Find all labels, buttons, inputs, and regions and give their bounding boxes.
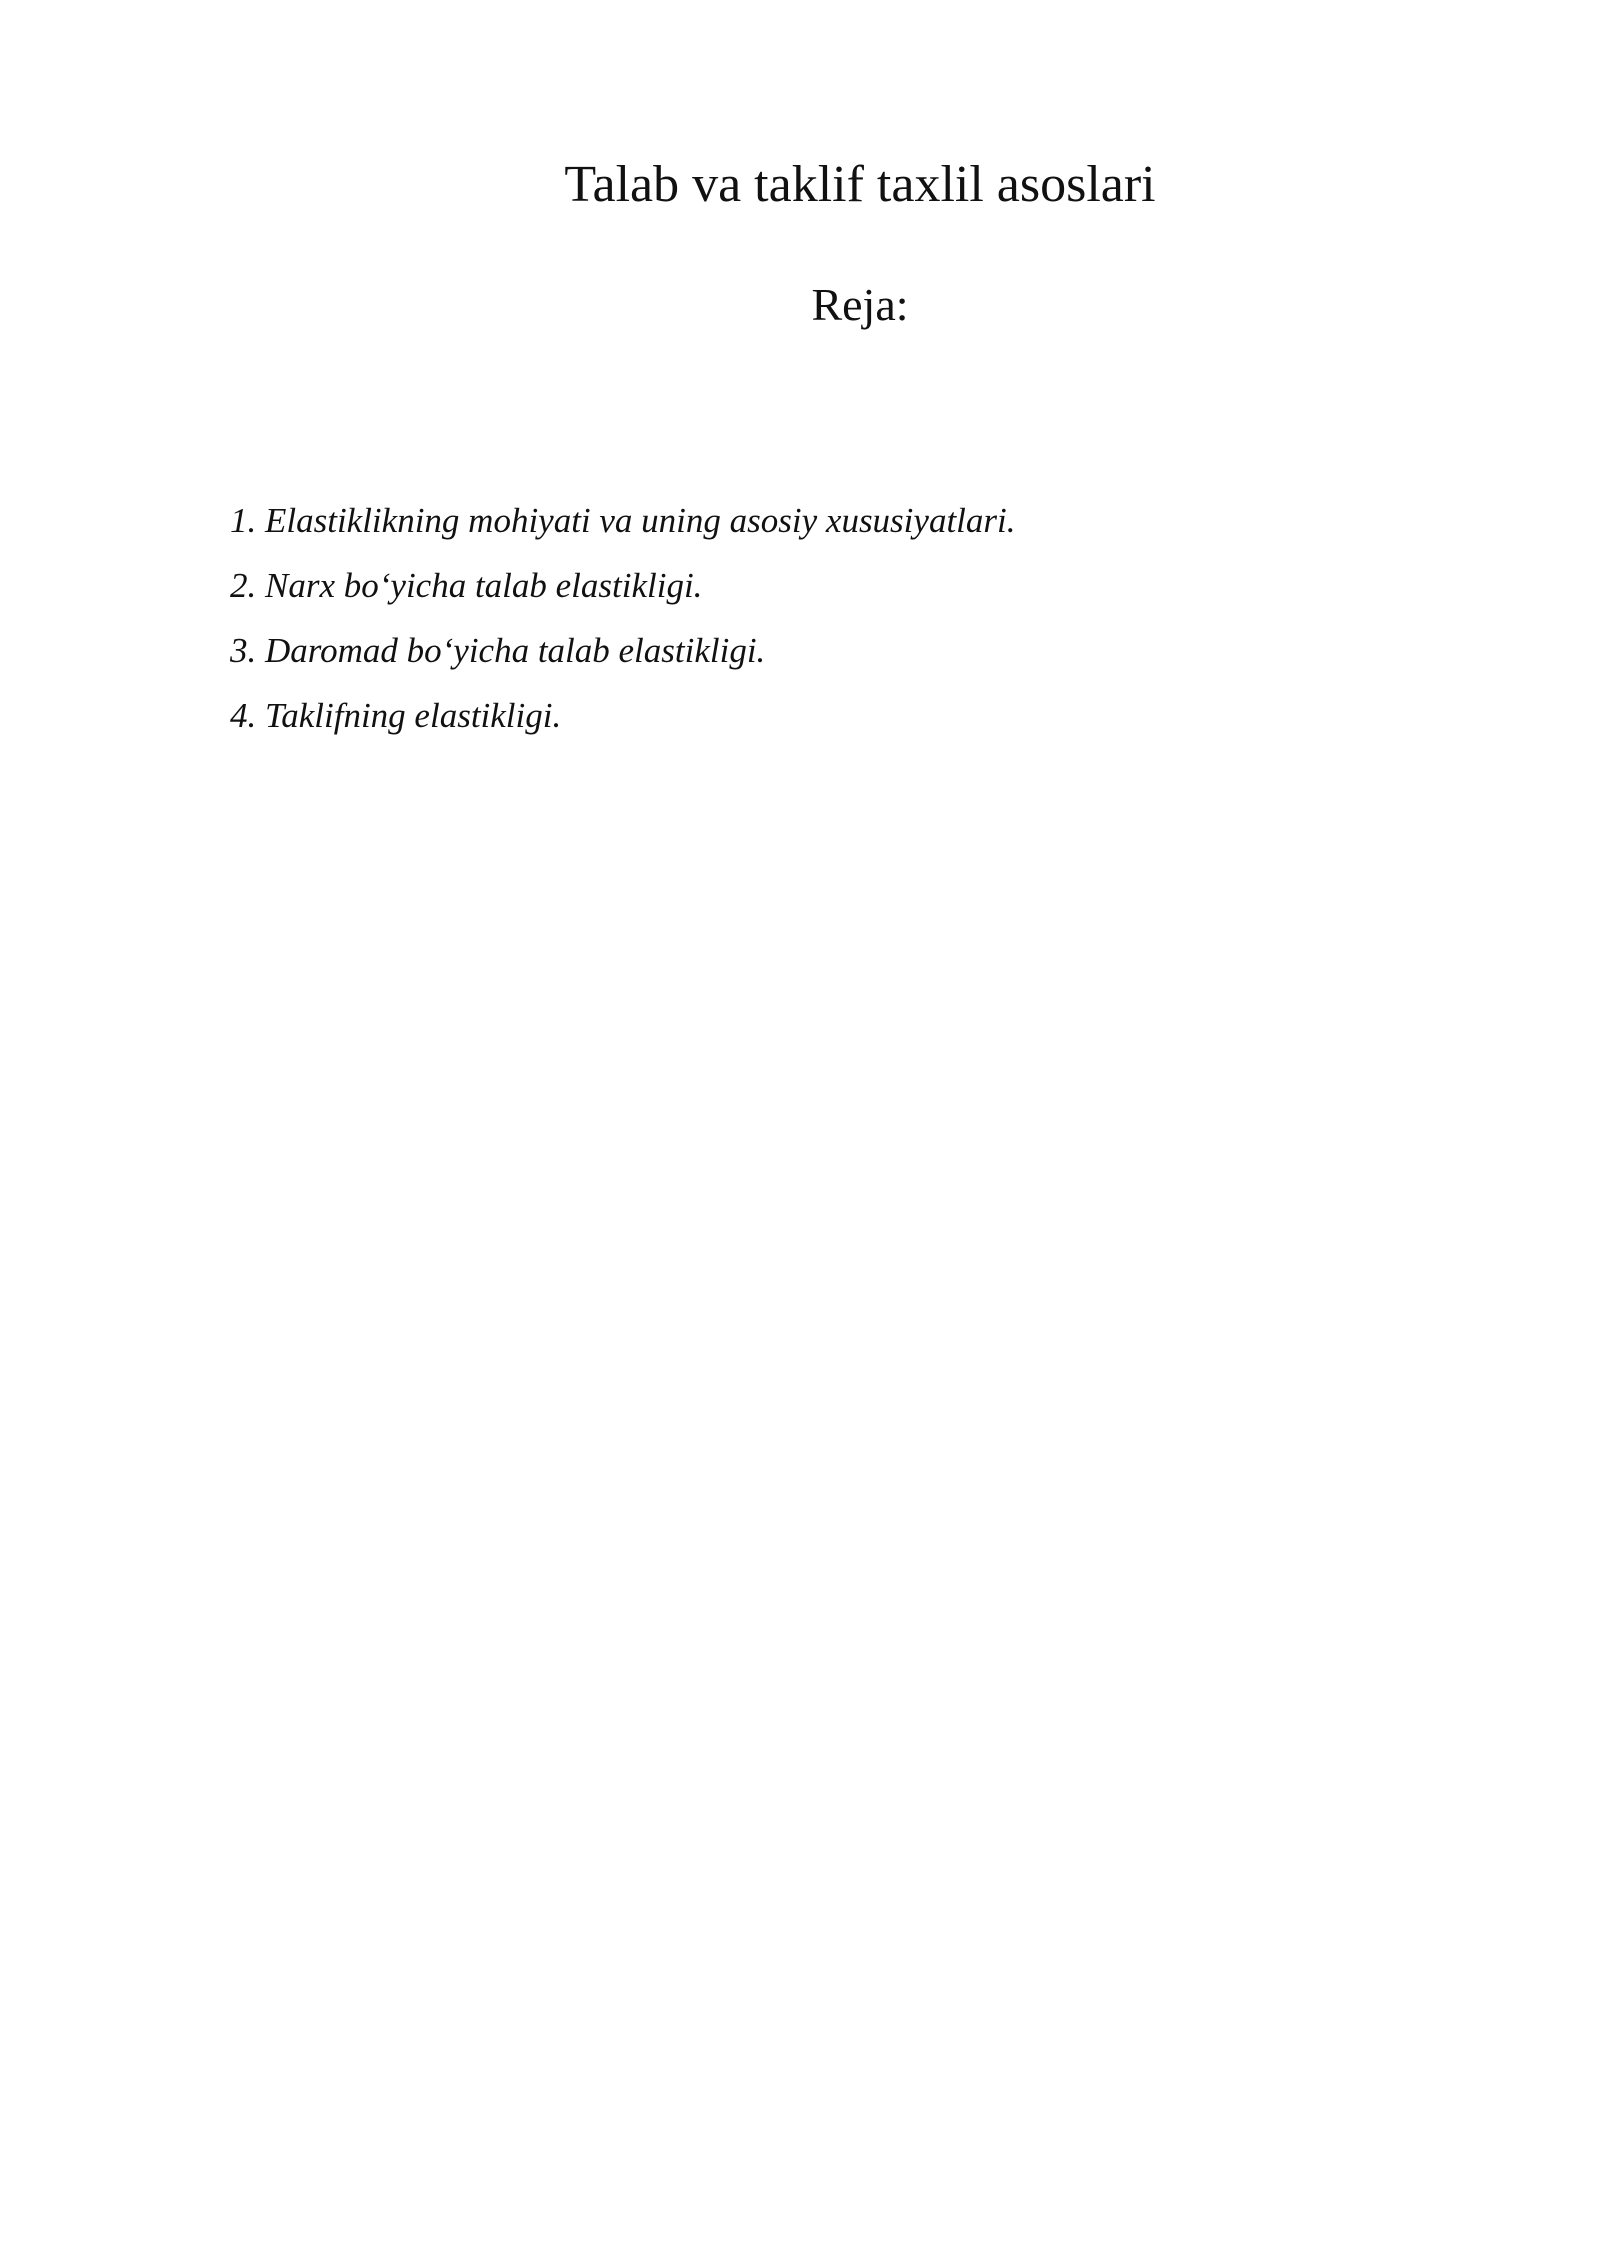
plan-item: 1. Elastiklikning mohiyati va uning asosiy xususiyatlari.: [230, 501, 1016, 540]
plan-item: 3. Daromad bo‘yicha talab elastikligi.: [230, 631, 766, 670]
document-title: Talab va taklif taxlil asoslari: [564, 156, 1156, 213]
plan-item: 2. Narx bo‘yicha talab elastikligi.: [230, 566, 703, 605]
plan-item: 4. Taklifning elastikligi.: [230, 696, 562, 735]
plan-list: [230, 488, 1015, 748]
plan-heading: Reja:: [811, 279, 909, 330]
